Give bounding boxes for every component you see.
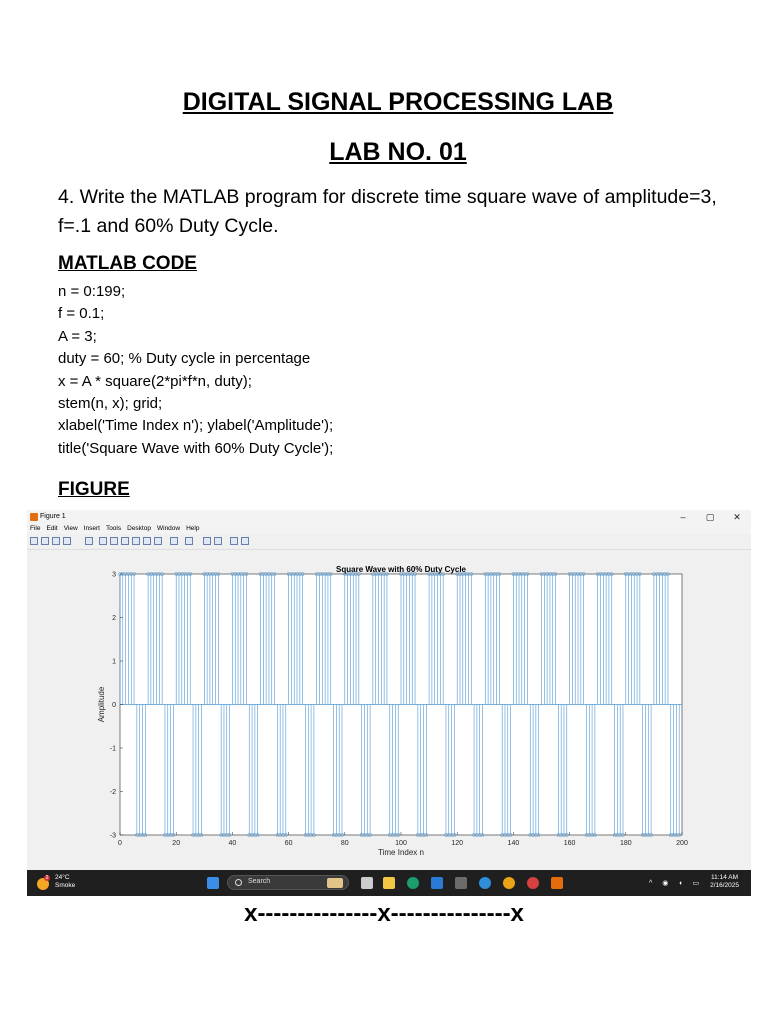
chrome-profile-icon[interactable] [527,877,539,889]
menu-item-window[interactable]: Window [156,525,181,532]
y-tick-label: 1 [112,658,116,666]
weather-temp: 24°C [55,874,70,881]
y-tick-label: -3 [109,832,116,840]
edge-icon[interactable] [407,877,419,889]
lab-number: LAB NO. 01 [329,138,467,166]
code-heading: MATLAB CODE [58,253,197,274]
brush-icon[interactable] [154,537,162,545]
menu-item-desktop[interactable]: Desktop [127,525,151,532]
new-icon[interactable] [30,537,38,545]
close-button[interactable]: ✕ [733,512,741,522]
stem-chart [27,550,751,870]
data-cursor-icon[interactable] [143,537,151,545]
x-tick-label: 80 [340,840,349,847]
x-tick-label: 160 [563,840,576,847]
file-explorer-icon[interactable] [383,877,395,889]
matlab-taskbar-icon[interactable] [551,877,563,889]
x-tick-label: 20 [172,840,181,847]
code-line: title('Square Wave with 60% Duty Cycle'); [58,439,334,457]
show-tools-icon[interactable] [241,537,249,545]
menu-bar [27,524,751,534]
figure-heading: FIGURE [58,479,130,500]
legend-icon[interactable] [203,537,211,545]
y-tick-label: -2 [109,789,116,796]
zoom-in-icon[interactable] [99,537,107,545]
photos-icon[interactable] [479,877,491,889]
code-line: xlabel('Time Index n'); ylabel('Amplitude'); [58,417,334,435]
y-axis-label: Amplitude [97,686,106,723]
mail-icon[interactable] [431,877,443,889]
code-line: x = A * square(2*pi*f*n, duty); [58,372,252,390]
store-icon[interactable] [455,877,467,889]
x-tick-label: 0 [118,840,122,847]
search-icon [235,879,242,886]
clock-time: 11:14 AM [711,874,739,881]
system-tray[interactable]: ^ ◉ ◖ ▭ [649,880,704,887]
y-tick-label: 0 [112,702,116,709]
code-line: duty = 60; % Duty cycle in percentage [58,350,311,368]
chart-title: Square Wave with 60% Duty Cycle [336,565,466,574]
menu-item-insert[interactable]: Insert [83,525,100,532]
x-tick-label: 100 [395,840,407,847]
pointer-icon[interactable] [85,537,93,545]
notification-badge: 2 [45,875,49,881]
code-line: A = 3; [58,327,97,345]
menu-item-view[interactable]: View [63,525,78,532]
print-icon[interactable] [63,537,71,545]
x-axis-label: Time Index n [378,848,424,857]
code-line: n = 0:199; [58,283,126,300]
footer-divider: x---------------x---------------x [244,900,524,927]
x-tick-label: 120 [451,840,464,847]
y-tick-label: -1 [109,745,116,753]
menu-item-tools[interactable]: Tools [105,525,122,532]
maximize-button[interactable]: ▢ [705,512,715,522]
question-text: 4. Write the MATLAB program for discrete time square wave of amplitude=3, f=.1 and 60% Duty Cycle. [58,186,717,237]
figure-toolbar [27,534,751,550]
plot-area [27,550,751,870]
clock-date: 2/16/2025 [710,882,739,889]
matlab-icon [30,513,38,521]
x-tick-label: 40 [228,840,237,847]
window-title: Figure 1 [40,513,66,520]
document-title: DIGITAL SIGNAL PROCESSING LAB [182,88,614,116]
chrome-icon[interactable] [503,877,515,889]
x-tick-label: 60 [284,840,293,847]
save-icon[interactable] [52,537,60,545]
zoom-out-icon[interactable] [110,537,118,545]
clock[interactable] [710,874,739,890]
taskbar [27,870,751,896]
minimize-button[interactable]: – [680,512,686,522]
menu-item-file[interactable]: File [30,525,41,532]
code-block [58,281,333,460]
weather-desc: Smoke [55,882,76,889]
x-tick-label: 180 [619,840,632,847]
colorbar-icon[interactable] [185,537,193,545]
link-icon[interactable] [170,537,178,545]
hide-tools-icon[interactable] [230,537,238,545]
window-titlebar [27,510,751,524]
task-view-icon[interactable] [361,877,373,889]
rotate-icon[interactable] [132,537,140,545]
x-tick-label: 140 [507,840,520,847]
y-tick-label: 3 [112,571,116,579]
figure-screenshot [27,510,751,896]
weather-widget[interactable] [55,874,75,890]
y-tick-label: 2 [112,615,116,622]
code-line: stem(n, x); grid; [58,395,163,413]
menu-item-help[interactable]: Help [186,525,200,532]
code-line: f = 0.1; [58,305,105,323]
menu-item-edit[interactable]: Edit [46,525,58,532]
x-tick-label: 200 [676,840,688,847]
insert-legend-icon[interactable] [214,537,222,545]
pan-icon[interactable] [121,537,129,545]
windows-start-icon[interactable] [207,877,219,889]
open-icon[interactable] [41,537,49,545]
search-highlight-icon [327,878,343,888]
search-label: Search [248,878,271,885]
